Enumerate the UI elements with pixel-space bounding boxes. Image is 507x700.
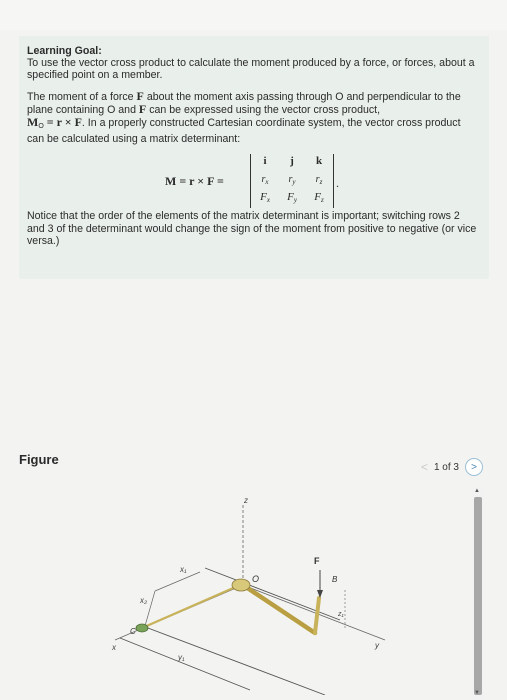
label-y1: y₁ — [178, 653, 185, 662]
cross-product-determinant — [27, 154, 479, 208]
dimension-line — [155, 572, 200, 591]
learning-goal-title: Learning Goal: — [27, 45, 102, 57]
label-z: z — [244, 496, 248, 505]
determinant-lhs: M = r × F = — [165, 174, 224, 189]
support-o — [232, 579, 250, 591]
figure-heading: Figure — [19, 452, 59, 467]
ground-edge — [140, 625, 325, 695]
learning-goal-panel — [19, 36, 489, 279]
matrix-cell: $r_y$ — [288, 174, 296, 187]
figure-pager — [421, 458, 483, 476]
matrix-cell: i — [263, 155, 267, 168]
matrix-cell: $r_z$ — [315, 174, 323, 187]
label-b: B — [332, 575, 338, 584]
label-x2: x₂ — [140, 596, 148, 605]
label-x: x — [112, 643, 116, 652]
label-f: F — [314, 556, 320, 566]
next-figure-button[interactable]: > — [465, 458, 483, 476]
determinant-period: . — [336, 176, 339, 191]
mechanics-figure — [100, 490, 400, 695]
ground-edge — [120, 638, 250, 690]
scroll-down-arrow-icon[interactable]: ▼ — [474, 690, 480, 696]
learning-goal-intro: To use the vector cross product to calculate the moment produced by a force, or forces, about a specified point on a member. — [27, 57, 475, 82]
matrix-cell: k — [315, 155, 323, 168]
matrix-cell: $F_x$ — [260, 191, 270, 205]
rod-vertical — [315, 598, 319, 633]
scroll-up-arrow-icon[interactable]: ▲ — [474, 488, 480, 494]
label-y: y — [375, 641, 379, 650]
page-top-bar — [0, 0, 507, 30]
matrix-cell: $r_x$ — [261, 174, 269, 187]
moment-explanation: The moment of a force F about the moment axis passing through O and perpendicular to the plane containing O and F can be expressed using the vector cross product, $M_O = r \times F$. In a properly constructed Cartesian coordinate system, the vector cross product can be calculated using a matrix determinant: — [27, 88, 461, 146]
rod-co — [142, 585, 240, 628]
matrix-cell: j — [290, 155, 294, 168]
label-o: O — [252, 574, 260, 584]
support-c — [136, 624, 148, 632]
scrollbar-thumb[interactable] — [474, 497, 482, 695]
label-z1: z₁ — [338, 611, 344, 618]
figure-page-count: 1 of 3 — [433, 461, 459, 473]
label-c: C — [130, 627, 136, 636]
determinant-order-note: Notice that the order of the elements of the matrix determinant is important; switching rows 2 and 3 of the determinant would change the sign of the moment from positive to negative (or vice versa.) — [27, 210, 477, 247]
matrix-cell: $F_z$ — [314, 191, 324, 205]
determinant-matrix — [250, 154, 334, 208]
previous-figure-button[interactable]: < — [420, 460, 428, 474]
label-x1: x₁ — [180, 565, 187, 574]
matrix-cell: $F_y$ — [287, 191, 297, 205]
